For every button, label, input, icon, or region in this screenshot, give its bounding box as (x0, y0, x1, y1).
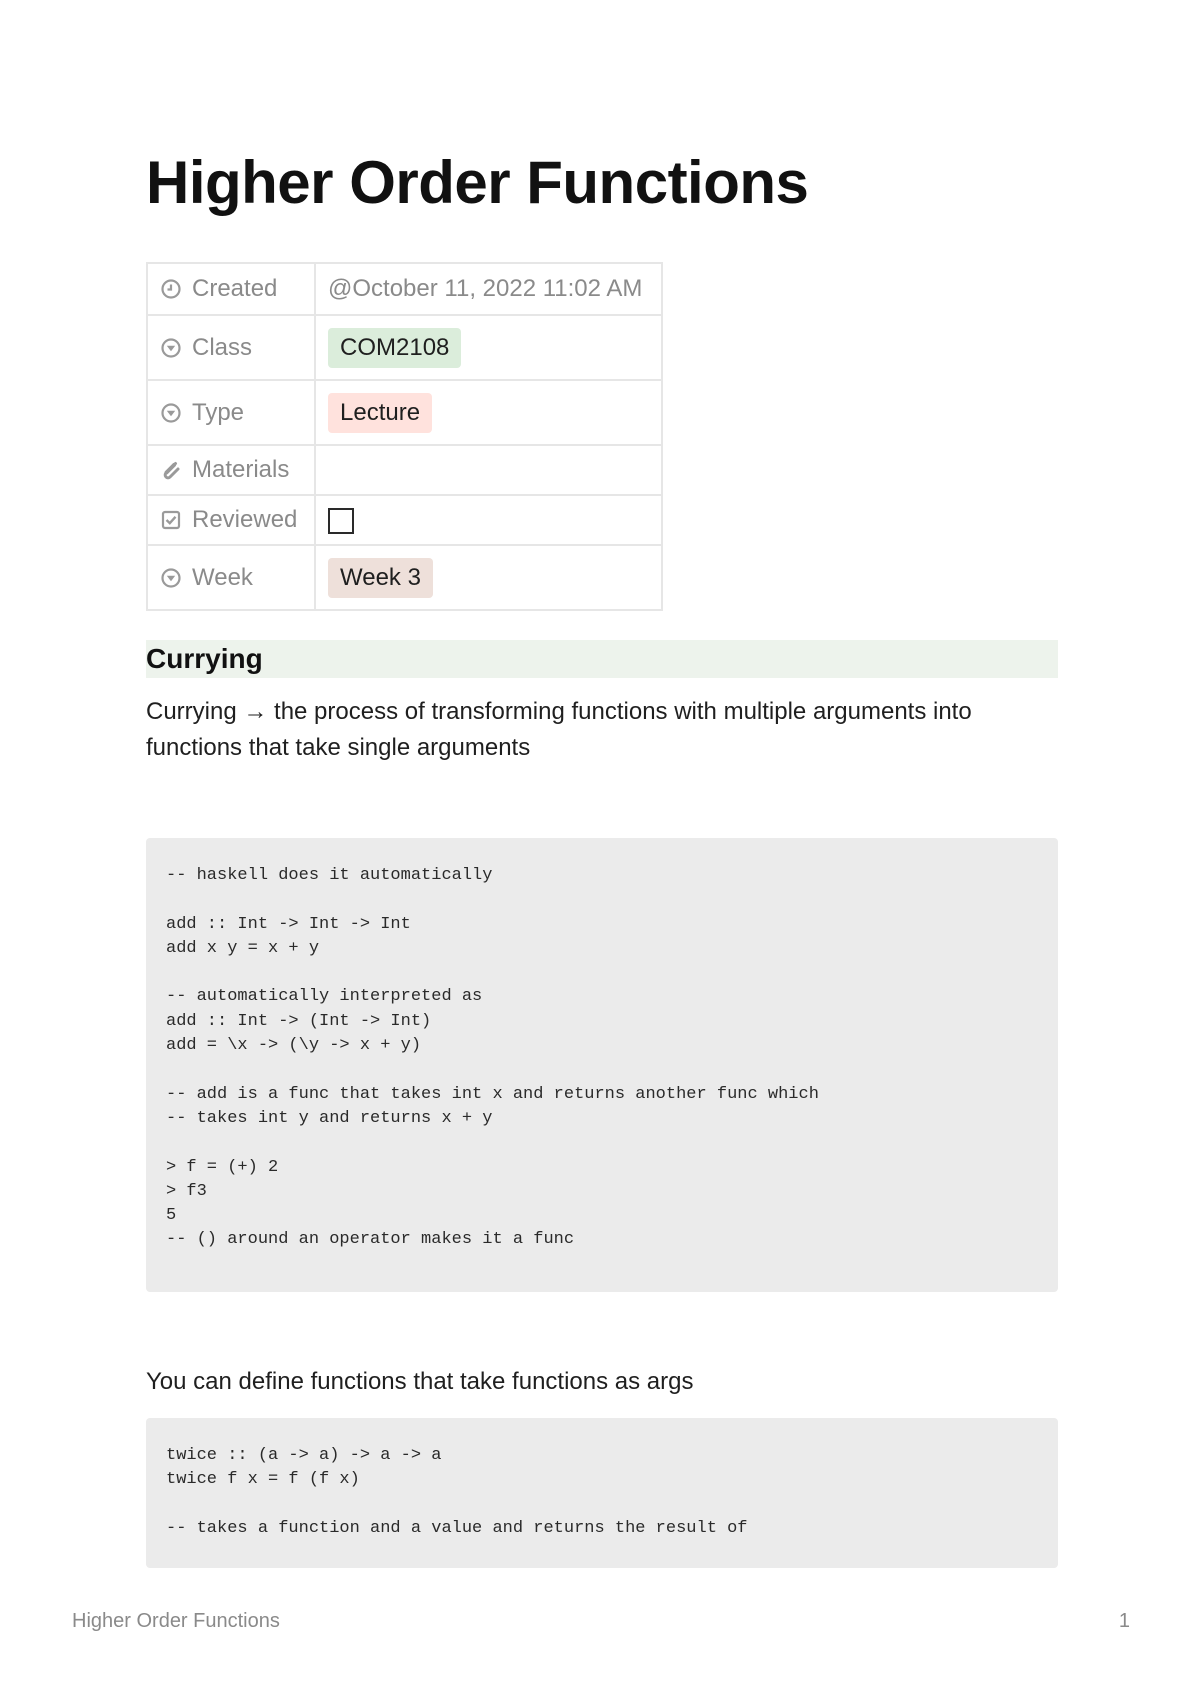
page-title: Higher Order Functions (146, 149, 809, 216)
reviewed-checkbox[interactable] (328, 508, 354, 534)
property-key (147, 315, 315, 380)
footer-title: Higher Order Functions (72, 1610, 280, 1632)
property-key (147, 445, 315, 495)
code-block[interactable] (146, 1418, 1058, 1568)
property-value[interactable] (315, 445, 662, 495)
property-label: Materials (192, 456, 290, 483)
property-label: Reviewed (192, 506, 298, 533)
property-label: Week (192, 563, 253, 591)
property-label: Type (192, 398, 245, 426)
property-key (147, 545, 315, 610)
property-row-type (147, 380, 662, 445)
code-block[interactable] (146, 838, 1058, 1292)
select-icon (160, 567, 182, 589)
property-tag[interactable]: Week 3 (328, 558, 433, 598)
property-key (147, 263, 315, 315)
currying-paragraph: Currying → the process of transforming functions with multiple arguments into functions that take single arguments (146, 698, 972, 761)
property-value[interactable] (315, 380, 662, 445)
property-row-created (147, 263, 662, 315)
property-value[interactable] (315, 263, 662, 315)
property-value[interactable] (315, 315, 662, 380)
property-key (147, 495, 315, 545)
property-tag[interactable]: Lecture (328, 393, 432, 433)
code-text: -- haskell does it automatically add :: Int -> Int -> Int add x y = x + y -- automatically interpreted as add :: Int -> (Int -> Int) add = \x -> (\y -> x + y) -- add is a func that takes int x and returns another func which -- takes int y and returns x + y > f = (+) 2 > f3 5 -- () around an operator makes it a func (166, 866, 819, 1250)
functions-paragraph: You can define functions that take functions as args (146, 1368, 694, 1395)
property-value[interactable] (315, 495, 662, 545)
property-label: Class (192, 333, 253, 361)
select-icon (160, 337, 182, 359)
section-heading: Currying (146, 640, 1058, 678)
page-number: 1 (1118, 1610, 1130, 1632)
code-text: twice :: (a -> a) -> a -> a twice f x = f (f x) -- takes a function and a value and returns the result of (166, 1446, 748, 1538)
property-value[interactable] (315, 545, 662, 610)
property-row-week (147, 545, 662, 610)
property-text: @October 11, 2022 11:02 AM (328, 275, 643, 302)
property-row-class (147, 315, 662, 380)
clock-icon (160, 278, 182, 300)
properties-table (146, 262, 663, 611)
property-row-reviewed (147, 495, 662, 545)
property-label: Created (192, 275, 278, 302)
property-key (147, 380, 315, 445)
property-tag[interactable]: COM2108 (328, 328, 461, 368)
select-icon (160, 402, 182, 424)
checkbox-property-icon (160, 509, 182, 531)
attachment-icon (160, 459, 182, 481)
property-row-materials (147, 445, 662, 495)
